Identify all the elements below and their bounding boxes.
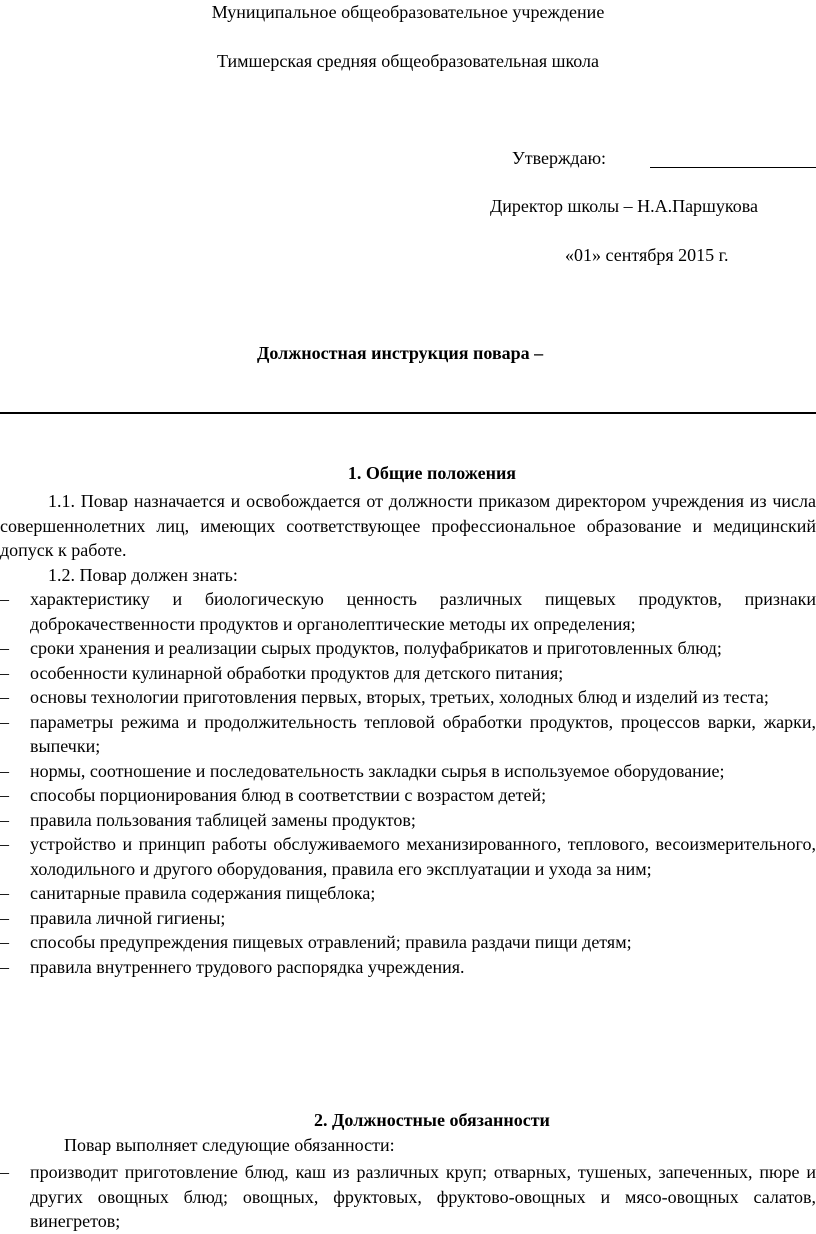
list-item <box>0 587 816 636</box>
list-item-text: производит приготовление блюд, каш из различных круп; отварных, тушеных, запеченных, пюре и других овощных блюд; овощных, фруктовых, фруктово-овощных и мясо-овощных салатов, винегретов; <box>30 1162 816 1231</box>
dash-marker: – <box>0 638 9 658</box>
list-item <box>0 1160 816 1234</box>
list-item <box>0 955 816 980</box>
org-line-2: Тимшерская средняя общеобразовательная школа <box>216 51 600 71</box>
list-item-text: правила внутреннего трудового распорядка учреждения. <box>30 956 465 977</box>
approve-label: Утверждаю: <box>512 148 607 168</box>
section1-heading: 1. Общие положения <box>347 463 517 483</box>
list-item <box>0 881 816 906</box>
list-item-text: санитарные правила содержания пищеблока; <box>30 883 376 903</box>
section2-intro: Повар выполняет следующие обязанности: <box>64 1135 395 1155</box>
list-item-text: устройство и принцип работы обслуживаемого механизированного, теплового, весоизмерительного, холодильного и другого оборудования, правила его эксплуатации и ухода за ним; <box>30 834 816 879</box>
paragraph-1-1: 1.1. Повар назначается и освобождается от должности приказом директором учреждения из числа совершеннолетних лиц, имеющих соответствующее профессиональное образование и медицинский допуск к работе. <box>0 491 816 560</box>
dash-marker: – <box>0 589 9 609</box>
knowledge-list <box>0 587 816 979</box>
list-item-text: параметры режима и продолжительность тепловой обработки продуктов, процессов варки, жарки, выпечки; <box>30 711 816 756</box>
paragraph-1-2: 1.2. Повар должен знать: <box>48 565 238 585</box>
list-item-text: правила пользования таблицей замены продуктов; <box>30 809 416 830</box>
dash-marker: – <box>0 711 9 732</box>
list-item <box>0 759 816 784</box>
list-item-text: способы предупреждения пищевых отравлений; правила раздачи пищи детям; <box>30 932 632 952</box>
dash-marker: – <box>0 1162 9 1182</box>
document-title: Должностная инструкция повара – <box>257 343 544 363</box>
dash-marker: – <box>0 809 9 830</box>
dash-marker: – <box>0 883 9 903</box>
list-item-text: особенности кулинарной обработки продуктов для детского питания; <box>30 662 564 683</box>
list-item <box>0 930 816 955</box>
dash-marker: – <box>0 662 9 683</box>
signature-line <box>650 167 816 168</box>
dash-marker: – <box>0 907 9 928</box>
dash-marker: – <box>0 785 9 805</box>
duties-list <box>0 1160 816 1234</box>
list-item-text: нормы, соотношение и последовательность закладки сырья в используемое оборудование; <box>30 760 725 781</box>
list-item <box>0 685 816 710</box>
list-item-text: способы порционирования блюд в соответствии с возрастом детей; <box>30 785 547 805</box>
director-line: Директор школы – Н.А.Паршукова <box>490 196 758 216</box>
list-item <box>0 636 816 661</box>
divider <box>0 412 816 414</box>
dash-marker: – <box>0 760 9 781</box>
list-item-text: сроки хранения и реализации сырых продуктов, полуфабрикатов и приготовленных блюд; <box>30 638 722 658</box>
list-item-text: характеристику и биологическую ценность различных пищевых продуктов, признаки доброкачественности продуктов и органолептические методы их определения; <box>30 589 816 634</box>
approval-date: «01» сентября 2015 г. <box>565 245 729 265</box>
section2-heading: 2. Должностные обязанности <box>314 1110 550 1130</box>
list-item <box>0 783 816 808</box>
list-item-text: основы технологии приготовления первых, вторых, третьих, холодных блюд и изделий из теста; <box>30 687 769 707</box>
list-item <box>0 661 816 686</box>
list-item <box>0 832 816 881</box>
dash-marker: – <box>0 687 9 707</box>
dash-marker: – <box>0 834 9 854</box>
dash-marker: – <box>0 932 9 952</box>
list-item <box>0 710 816 759</box>
dash-marker: – <box>0 956 9 977</box>
list-item-text: правила личной гигиены; <box>30 907 226 928</box>
org-line-1: Муниципальное общеобразовательное учреждение <box>211 2 605 22</box>
list-item <box>0 906 816 931</box>
list-item <box>0 808 816 833</box>
